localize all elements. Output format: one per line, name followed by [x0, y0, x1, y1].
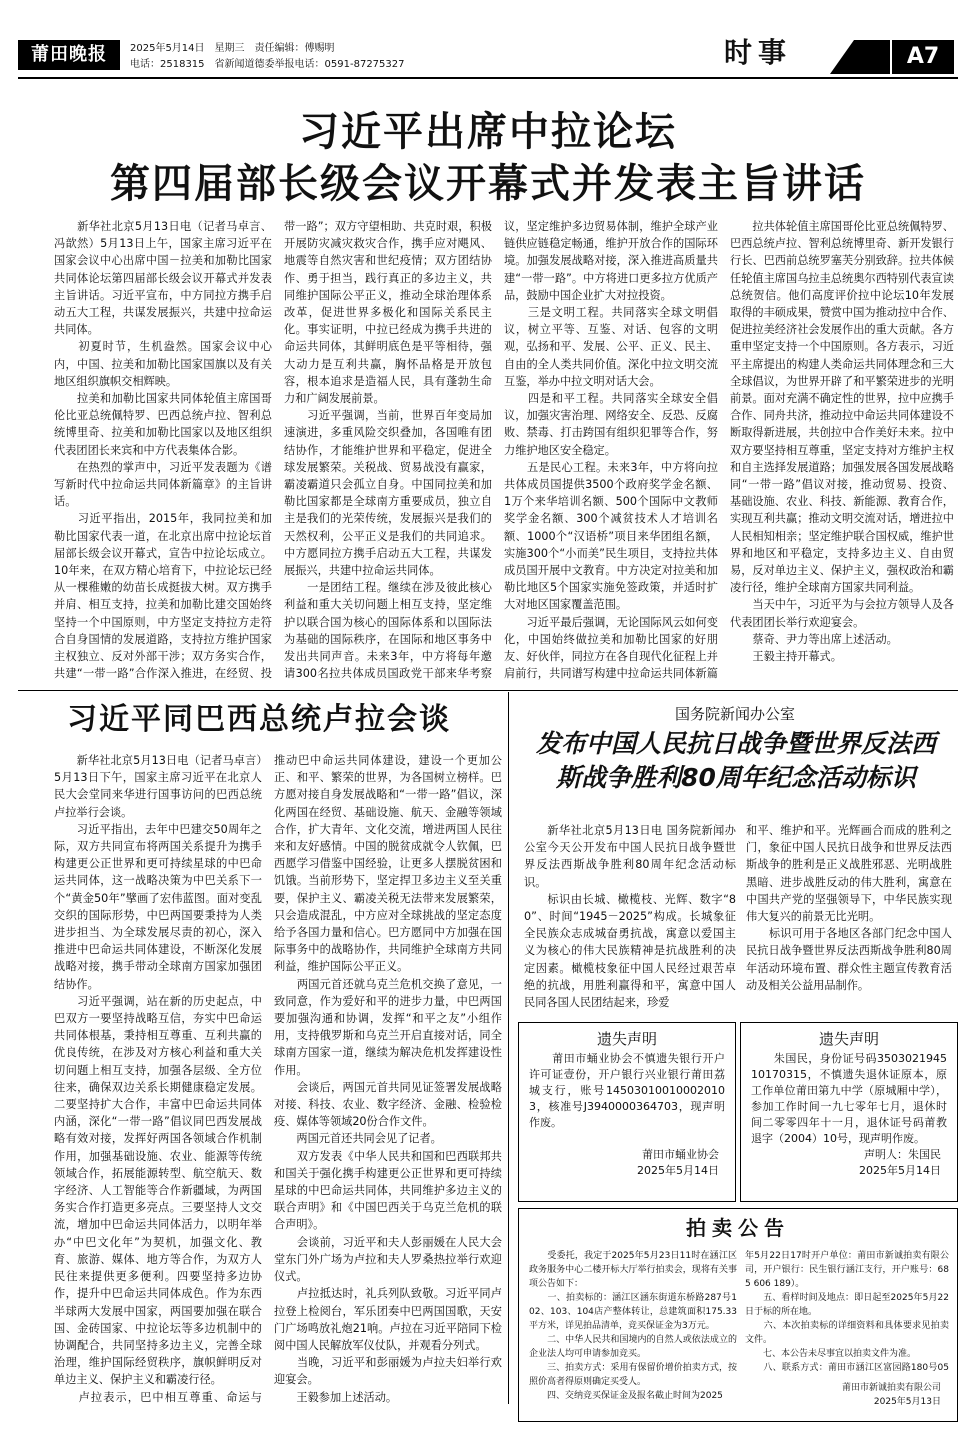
section-name: 时事	[724, 36, 793, 69]
date-line: 2025年5月14日 星期三 责任编辑：傅赐明	[130, 43, 335, 54]
lost-notice-1-sign: 莆田市蛹业协会	[642, 1148, 719, 1161]
column-divider	[508, 692, 509, 1404]
lost-notice-2-body: 朱国民，身份证号码350302194510170315，不慎遗失退休证原本，原工作单位莆田第九中学（原城厢中学），参加工作时间一九七零年七月，退休时间二零零四年十一月，退休证号码莆教退字（2004）10号，现声明作废。	[751, 1052, 947, 1145]
phone-line: 电话：2518315 省新闻道德委举报电话：0591-87275327	[130, 59, 405, 70]
lost-notice-2	[740, 1022, 958, 1202]
auction-column-2: 年5月22日17时开户单位：莆田市新诚拍卖有限公司，开户银行：民生银行涵江支行，开户账号：685 606 189）。 五、看样时间及地点：即日起至2025年5月22日于标的所在地。 六、本次拍卖标的详细资料和具体要求见拍卖文件。 七、本公告未尽事宜以拍卖文件为准。 八、联系方式：莆田市涵江区富园路180号05	[745, 1251, 949, 1373]
lost-notice-2-title: 遗失声明	[818, 1030, 879, 1048]
newspaper-logo: 莆田晚报	[18, 40, 120, 70]
article1-column-2: 带一路”；双方守望相助、共克时艰，积极开展防灾减灾救灾合作，携手应对飓风、地震等自然灾害和世纪疫情；双方团结协作、勇于担当，践行真正的多边主义，共同维护国际公平正义，推动全球治理体系改革，促进世界多极化和国际关系民主化。事实证明，中拉已经成为携手共进的命运共同体，其鲜明底色是平等相待，强大动力是互利共赢，胸怀品格是开放包容，根本追求是造福人民，具有蓬勃生命力和广阔发展前景。 习近平强调，当前，世界百年变局加速演进，多重风险交织叠加，各国唯有团结协作，才能维护世界和平稳定，促进全球发展繁荣。关税战、贸易战没有赢家，霸凌霸道只会孤立自身。中国同拉美和加勒比国家都是全球南方重要成员，独立自主是我们的光荣传统，发展振兴是我们的天然权利，公平正义是我们的共同追求。中方愿同拉方携手启动五大工程，共谋发展振兴，共建中拉命运共同体。 一是团结工程。继续在涉及彼此核心利益和重大关切问题上相互支持，坚定维护以联合国为核心的国际体系和以国际法为基础的国际秩序，在国际和地区事务中发出共同声音。未来3年，中方将每年邀请300名拉共体成员国政党干部来华考察	[284, 220, 492, 680]
auction-title: 拍卖公告	[686, 1216, 790, 1240]
article3-title-line2: 斯战争胜利80周年纪念活动标识	[556, 763, 916, 792]
auction-sign: 莆田市新诚拍卖有限公司	[841, 1383, 941, 1393]
lost-notice-2-sign: 声明人：朱国民	[864, 1148, 941, 1161]
masthead	[0, 0, 977, 80]
lost-notice-1	[518, 1022, 736, 1202]
article1-column-3: 议，坚定维护多边贸易体制，维护全球产业链供应链稳定畅通，维护开放合作的国际环境。加强发展战略对接，深入推进高质量共建“一带一路”。中方将进口更多拉方优质产品，鼓励中国企业扩大对拉投资。 三是文明工程。共同落实全球文明倡议，树立平等、互鉴、对话、包容的文明观，弘扬和平、发展、公平、正义、民主、自由的全人类共同价值。深化中拉文明交流互鉴，举办中拉文明对话大会。 四是和平工程。共同落实全球安全倡议，加强灾害治理、网络安全、反恐、反腐败、禁毒、打击跨国有组织犯罪等合作，努力维护地区安全稳定。 五是民心工程。未来3年，中方将向拉共体成员国提供3500个政府奖学金名额、1万个来华培训名额、500个国际中文教师奖学金名额、300个减贫技术人才培训名额、1000个“汉语桥”项目来华团组名额，实施300个“小而美”民生项目，支持拉共体成员国开展中文教育。中方决定对拉美和加勒比地区5个国家实施免签政策，并适时扩大对地区国家覆盖范围。 习近平最后强调，无论国际风云如何变化，中国始终做拉美和加勒比国家的好朋友、好伙伴，同拉方在各自现代化征程上并肩前行，共同谱写构建中拉命运共同体新篇	[504, 220, 718, 680]
auction-column-1: 受委托，我定于2025年5月23日11时在涵江区政务服务中心二楼开标大厅举行拍卖会，现将有关事项公告如下： 一、拍卖标的：涵江区涵东街道东桥路287号102、103、104店产整体转让，总建筑面积175.33平方米，详见拍品清单，竞买保证金为3万元。 二、中华人民共和国境内的自然人或依法成立的企业法人均可申请参加竞买。 三、拍卖方式：采用有保留价增价拍卖方式，按照价高者得原则确定买受人。 四、交纳竞买保证金及报名截止时间为2025	[529, 1251, 737, 1401]
page-number: A7	[892, 40, 954, 74]
article3-kicker: 国务院新闻办公室	[674, 705, 795, 723]
masthead-rule	[18, 77, 958, 79]
auction-notice	[518, 1208, 958, 1422]
auction-date: 2025年5月13日	[873, 1397, 941, 1407]
article1-bottom-rule	[18, 690, 958, 691]
article1-column-4: 拉共体轮值主席国哥伦比亚总统佩特罗、巴西总统卢拉、智利总统博里奇、新开发银行行长、巴西前总统罗塞芙分别致辞。拉共体候任轮值主席国乌拉圭总统奥尔西特别代表宣读总统贺信。他们高度评价拉中论坛10年发展取得的丰硕成果，赞赏中国为推动拉中合作、促进拉美经济社会发展作出的重大贡献。各方重申坚定支持一个中国原则。各方表示，习近平主席提出的构建人类命运共同体理念和三大全球倡议，为世界开辟了和平繁荣进步的光明前景。面对充满不确定性的世界，拉中应携手合作、同舟共济，推动拉中命运共同体建设不断取得新进展，共创拉中合作美好未来。拉中双方要坚持相互尊重，坚定支持对方维护主权和自主选择发展道路；加强发展各国发展战略同“一带一路”倡议对接，推动贸易、投资、基础设施、农业、科技、新能源、教育合作，实现互利共赢；推动文明交流对话，增进拉中人民相知相亲；坚定维护联合国权威，维护世界和地区和平稳定，支持多边主义、自由贸易，反对单边主义、保护主义，强权政治和霸凌行径，维护全球南方国家共同利益。 当天中午，习近平为与会拉方领导人及各代表团团长举行欢迎宴会。 蔡奇、尹力等出席上述活动。 王毅主持开幕式。	[730, 220, 954, 664]
article3-column-1: 新华社北京5月13日电 国务院新闻办公室今天公开发布中国人民抗日战争暨世界反法西斯战争胜利80周年纪念活动标识。 标识由长城、橄榄枝、光辉、数字“80”、时间“1945－2025”构成。长城象征全民族众志成城奋勇抗战，寓意以爱国主义为核心的伟大民族精神是抗战胜利的决定因素。橄榄枝象征中国人民经过艰苦卓绝的抗战，用胜利赢得和平，寓意中国人民同各国人民团结起来，珍爱	[524, 824, 736, 1010]
lost-notice-1-date: 2025年5月14日	[637, 1164, 719, 1177]
article1-title-line1: 习近平出席中拉论坛	[299, 109, 677, 155]
section-tab	[830, 40, 890, 74]
lost-notice-1-title: 遗失声明	[596, 1030, 657, 1048]
article2-column-1: 新华社北京5月13日电（记者马卓言）5月13日下午，国家主席习近平在北京人民大会堂同来华进行国事访问的巴西总统卢拉举行会谈。 习近平指出，去年中巴建交50周年之际，双方共同宣布将两国关系提升为携手构建更公正世界和更可持续星球的中巴命运共同体，这一战略决策为中巴关系下一个“黄金50年”擘画了宏伟蓝图。面对变乱交织的国际形势，中巴两国要秉持为人类进步担当、为全球发展尽责的初心，深入推进中巴命运共同体建设，不断深化发展战略对接，携手带动全球南方国家加强团结协作。 习近平强调，站在新的历史起点，中巴双方一要坚持战略互信，夯实中巴命运共同体根基，秉持相互尊重、互利共赢的优良传统，在涉及对方核心利益和重大关切问题上相互支持，加强各层级、全方位往来，确保双边关系长期健康稳定发展。二要坚持扩大合作，丰富中巴命运共同体内涵，深化“一带一路”倡议同巴西发展战略有效对接，发挥好两国各领域合作机制作用，加强基础设施、农业、能源等传统领域合作，拓展能源转型、航空航天、数字经济、人工智能等合作新疆域，为两国务实合作打造更多亮点。三要坚持人文交流，增加中巴命运共同体活力，以明年举办“中巴文化年”为契机，加强文化、教育、旅游、媒体、地方等合作，为双方人民往来提供更多便利。四要坚持多边协作，提升中巴命运共同体成色。作为东西半球两大发展中国家，两国要加强在联合国、金砖国家、中拉论坛等多边机制中的协调配合，共同坚持多边主义，完善全球治理，维护国际经贸秩序，旗帜鲜明反对单边主义、保护主义和霸凌行径。 卢拉表示，巴中相互尊重、命运与	[54, 754, 262, 1404]
article2-column-2: 推动巴中命运共同体建设，建设一个更加公正、和平、繁荣的世界，为各国树立榜样。巴方愿对接自身发展战略和“一带一路”倡议，深化两国在经贸、基础设施、航天、金融等领域合作，扩大青年、文化交流，增进两国人民往来和友好感情。中国的脱贫成就令人钦佩，巴西愿学习借鉴中国经验，让更多人摆脱贫困和饥饿。当前形势下，坚定捍卫多边主义至关重要，保护主义、霸凌关税无法带来发展繁荣，只会造成混乱，中方应对全球挑战的坚定态度给予各国力量和信心。巴方愿同中方加强在国际事务中的战略协作，共同维护全球南方共同利益，维护国际公平正义。 两国元首还就乌克兰危机交换了意见，一致同意，作为爱好和平的进步力量，中巴两国要加强沟通和协调，发挥“和平之友”小组作用，支持俄罗斯和乌克兰开启直接对话，同全球南方国家一道，继续为解决危机发挥建设性作用。 会谈后，两国元首共同见证签署发展战略对接、科技、农业、数字经济、金融、检验检疫、媒体等领域20份合作文件。 两国元首还共同会见了记者。 双方发表《中华人民共和国和巴西联邦共和国关于强化携手构建更公正世界和更可持续星球的中巴命运共同体，共同维护多边主义的联合声明》和《中国巴西关于乌克兰危机的联合声明》。 会谈前，习近平和夫人彭丽媛在人民大会堂东门外广场为卢拉和夫人罗桑热拉举行欢迎仪式。 卢拉抵达时，礼兵列队致敬。习近平同卢拉登上检阅台，军乐团奏中巴两国国歌，天安门广场鸣放礼炮21响。卢拉在习近平陪同下检阅中国人民解放军仪仗队，并观看分列式。 当晚，习近平和彭丽媛为卢拉夫妇举行欢迎宴会。 王毅参加上述活动。	[274, 754, 502, 1404]
lost-notice-1-body: 莆田市蛹业协会不慎遗失银行开户许可证壹份，开户银行兴业银行莆田荔城支行，账号145030100100020103，核准号J3940000364703，现声明作废。	[529, 1052, 725, 1129]
article1-title-line2: 第四届部长级会议开幕式并发表主旨讲话	[110, 161, 866, 207]
article1-column-1: 新华社北京5月13日电（记者马卓言、冯歆然）5月13日上午，国家主席习近平在国家会议中心出席中国－拉美和加勒比国家共同体论坛第四届部长级会议开幕式并发表主旨讲话。习近平宣布，中方同拉方携手启动五大工程，共谋发展振兴，共建中拉命运共同体。 初夏时节，生机盎然。国家会议中心内，中国、拉美和加勒比国家国旗以及有关地区组织旗帜交相辉映。 拉美和加勒比国家共同体轮值主席国哥伦比亚总统佩特罗、巴西总统卢拉、智利总统博里奇、拉美和加勒比国家以及地区组织代表团团长来宾和中方代表集体合影。 在热烈的掌声中，习近平发表题为《谱写新时代中拉命运共同体新篇章》的主旨讲话。 习近平指出，2015年，我同拉美和加勒比国家代表一道，在北京出席中拉论坛首届部长级会议开幕式，宣告中拉论坛成立。10年来，在双方精心培育下，中拉论坛已经从一棵稚嫩的幼苗长成挺拔大树。双方携手并肩、相互支持，拉美和加勒比建交国始终坚持一个中国原则，中方坚定支持拉方走符合自身国情的发展道路，支持拉方维护国家主权独立、反对外部干涉；双方务实合作，共建“一带一路”合作深入推进，在经贸、投	[54, 220, 272, 680]
article3-column-2: 和平、维护和平。光辉画合而成的胜利之门，象征中国人民抗日战争和世界反法西斯战争的胜利是正义战胜邪恶、光明战胜黑暗、进步战胜反动的伟大胜利，寓意在中国共产党的坚强领导下，中华民族实现伟大复兴的前景无比光明。 标识可用于各地区各部门纪念中国人民抗日战争暨世界反法西斯战争胜利80周年活动环境布置、群众性主题宣传教育活动及相关公益用品制作。	[746, 824, 952, 992]
article3-title-line1: 发布中国人民抗日战争暨世界反法西	[535, 729, 936, 758]
lost-notice-2-date: 2025年5月14日	[859, 1164, 941, 1177]
article2-title: 习近平同巴西总统卢拉会谈	[67, 702, 451, 737]
